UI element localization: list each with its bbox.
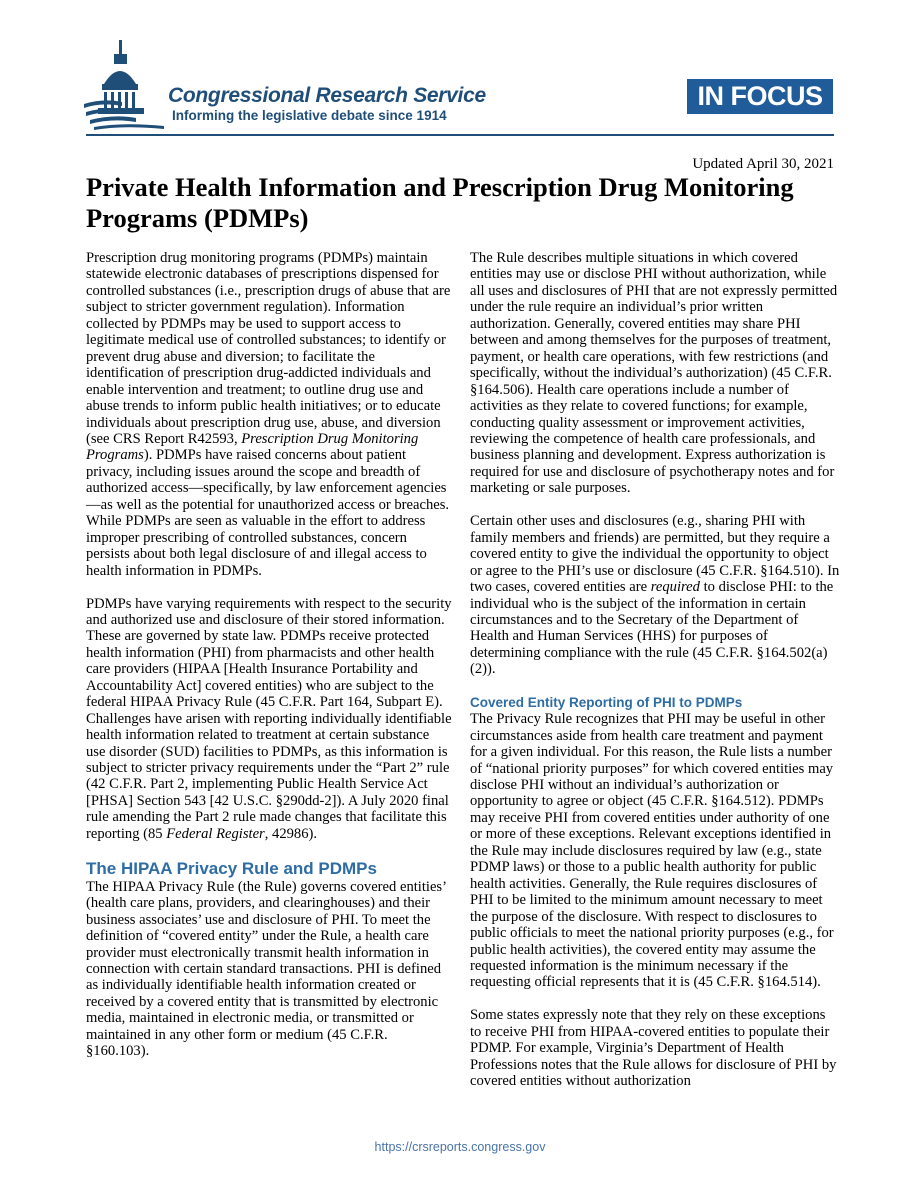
paragraph: Prescription drug monitoring programs (PDMPs) maintain statewide electronic databases of prescriptions dispensed for controlled substances (i.e., prescription drugs of abuse that are subject to stricter government regulation). Information collected by PDMPs may be used to support access to legitimate medical use of controlled substances; to identify or prevent drug abuse and diversion; to facilitate the identification of prescription drug-addicted individuals and enable intervention and treatment; to outline drug use and abuse trends to inform public health initiatives; or to educate individuals about prescription drug use, abuse, and diversion (see CRS Report R42593, Prescription Drug Monitoring Programs). PDMPs have raised concerns about patient privacy, including issues around the scope and breadth of authorized access—specifically, by law enforcement agencies—as well as the potential for unauthorized access or breaches. While PDMPs are seen as valuable in the effort to address improper prescribing of controlled substances, concern persists about both legal disclosure of and illegal access to health information in PDMPs. <box>86 250 451 579</box>
header-divider <box>86 134 834 136</box>
page-header <box>0 0 920 140</box>
paragraph: The HIPAA Privacy Rule (the Rule) governs covered entities’ (health care plans, providers, and clearinghouses) and their business associates’ use and disclosure of PHI. To meet the definition of “covered entity” under the Rule, a health care provider must electronically transmit health information in connection with certain standard transactions. PHI is defined as individually identifiable health information created or received by a covered entity that is transmitted by electronic media, maintained in electronic media, or transmitted or maintained in any other form or medium (45 C.F.R. §160.103). <box>86 878 446 1060</box>
updated-date: Updated April 30, 2021 <box>692 156 834 172</box>
paragraph: Certain other uses and disclosures (e.g., sharing PHI with family members and friends) are permitted, but they require a covered entity to give the individual the opportunity to object or agree to the PHI’s use or disclosure (45 C.F.R. §164.510). In two cases, covered entities are required to disclose PHI: to the individual who is the subject of the information in certain circumstances and to the Secretary of the Department of Health and Human Services (HHS) for purposes of determining compliance with the rule (45 C.F.R. §164.502(a)(2)). <box>470 513 840 678</box>
section-heading: The HIPAA Privacy Rule and PDMPs <box>86 858 377 878</box>
right-column <box>470 250 840 1106</box>
in-focus-badge: IN FOCUS <box>687 79 833 114</box>
paragraph: PDMPs have varying requirements with respect to the security and authorized use and disclosure of their stored information. These are governed by state law. PDMPs receive protected health information (PHI) from pharmacists and other health care providers (HIPAA [Health Insurance Portability and Accountability Act] covered entities) who are subject to the federal HIPAA Privacy Rule (45 C.F.R. Part 164, Subpart E). Challenges have arisen with reporting individually identifiable health information related to treatment at certain substance use disorder (SUD) facilities to PDMPs, as this information is subject to stricter privacy requirements under the “Part 2” rule (42 C.F.R. Part 2, implementing Public Health Service Act [PHSA] Section 543 [42 U.S.C. §290dd-2]). A July 2020 final rule amending the Part 2 rule made changes that facilitate this reporting (85 Federal Register, 42986). <box>86 595 452 842</box>
paragraph: The Privacy Rule recognizes that PHI may be useful in other circumstances aside from health care treatment and payment for a given individual. For this reason, the Rule lists a number of “national priority purposes” for which covered entities may disclose PHI without an individual’s authorization or opportunity to agree or object (45 C.F.R. §164.512). PDMPs may receive PHI from covered entities under authority of one or more of these exceptions. Relevant exceptions identified in the Rule may include disclosures required by law (e.g., state PDMP laws) or those to a public health authority for public health activities. Generally, the Rule requires disclosures of PHI to be limited to the minimum amount necessary to meet the purpose of the disclosure. With respect to disclosures to public officials to meet the national priority purposes (e.g., for public health activities), the covered entity may assume the requested information is the minimum necessary if the requesting official represents that it is (45 C.F.R. §164.514). <box>470 711 834 991</box>
paragraph: The Rule describes multiple situations in which covered entities may use or disclose PHI without authorization, while all uses and disclosures of PHI that are not expressly permitted under the rule require an individual’s prior written authorization. Generally, covered entities may share PHI between and among themselves for the purposes of treatment, payment, or health care operations, with few restrictions (and specifically, without the individual’s authorization) (45 C.F.R. §164.506). Health care operations include a number of activities as they relate to covered functions; for example, conducting quality assessment or improvement activities, reviewing the competence of health care professionals, and business planning and development. Express authorization is required for use and disclosure of psychotherapy notes and for marketing or sale purposes. <box>470 250 838 497</box>
org-tagline: Informing the legislative debate since 1914 <box>172 108 447 123</box>
left-column <box>86 250 452 1076</box>
org-name: Congressional Research Service <box>168 84 486 107</box>
page-title: Private Health Information and Prescription Drug Monitoring Programs (PDMPs) <box>86 172 794 233</box>
capitol-dome-icon <box>84 40 166 130</box>
section-heading: Covered Entity Reporting of PHI to PDMPs <box>470 695 743 711</box>
paragraph: Some states expressly note that they rely on these exceptions to receive PHI from HIPAA-covered entities to populate their PDMP. For example, Virginia’s Department of Health Professions notes that the Rule allows for disclosure of PHI by covered entities without authorization <box>470 1007 837 1090</box>
footer-url[interactable]: https://crsreports.congress.gov <box>374 1140 546 1154</box>
